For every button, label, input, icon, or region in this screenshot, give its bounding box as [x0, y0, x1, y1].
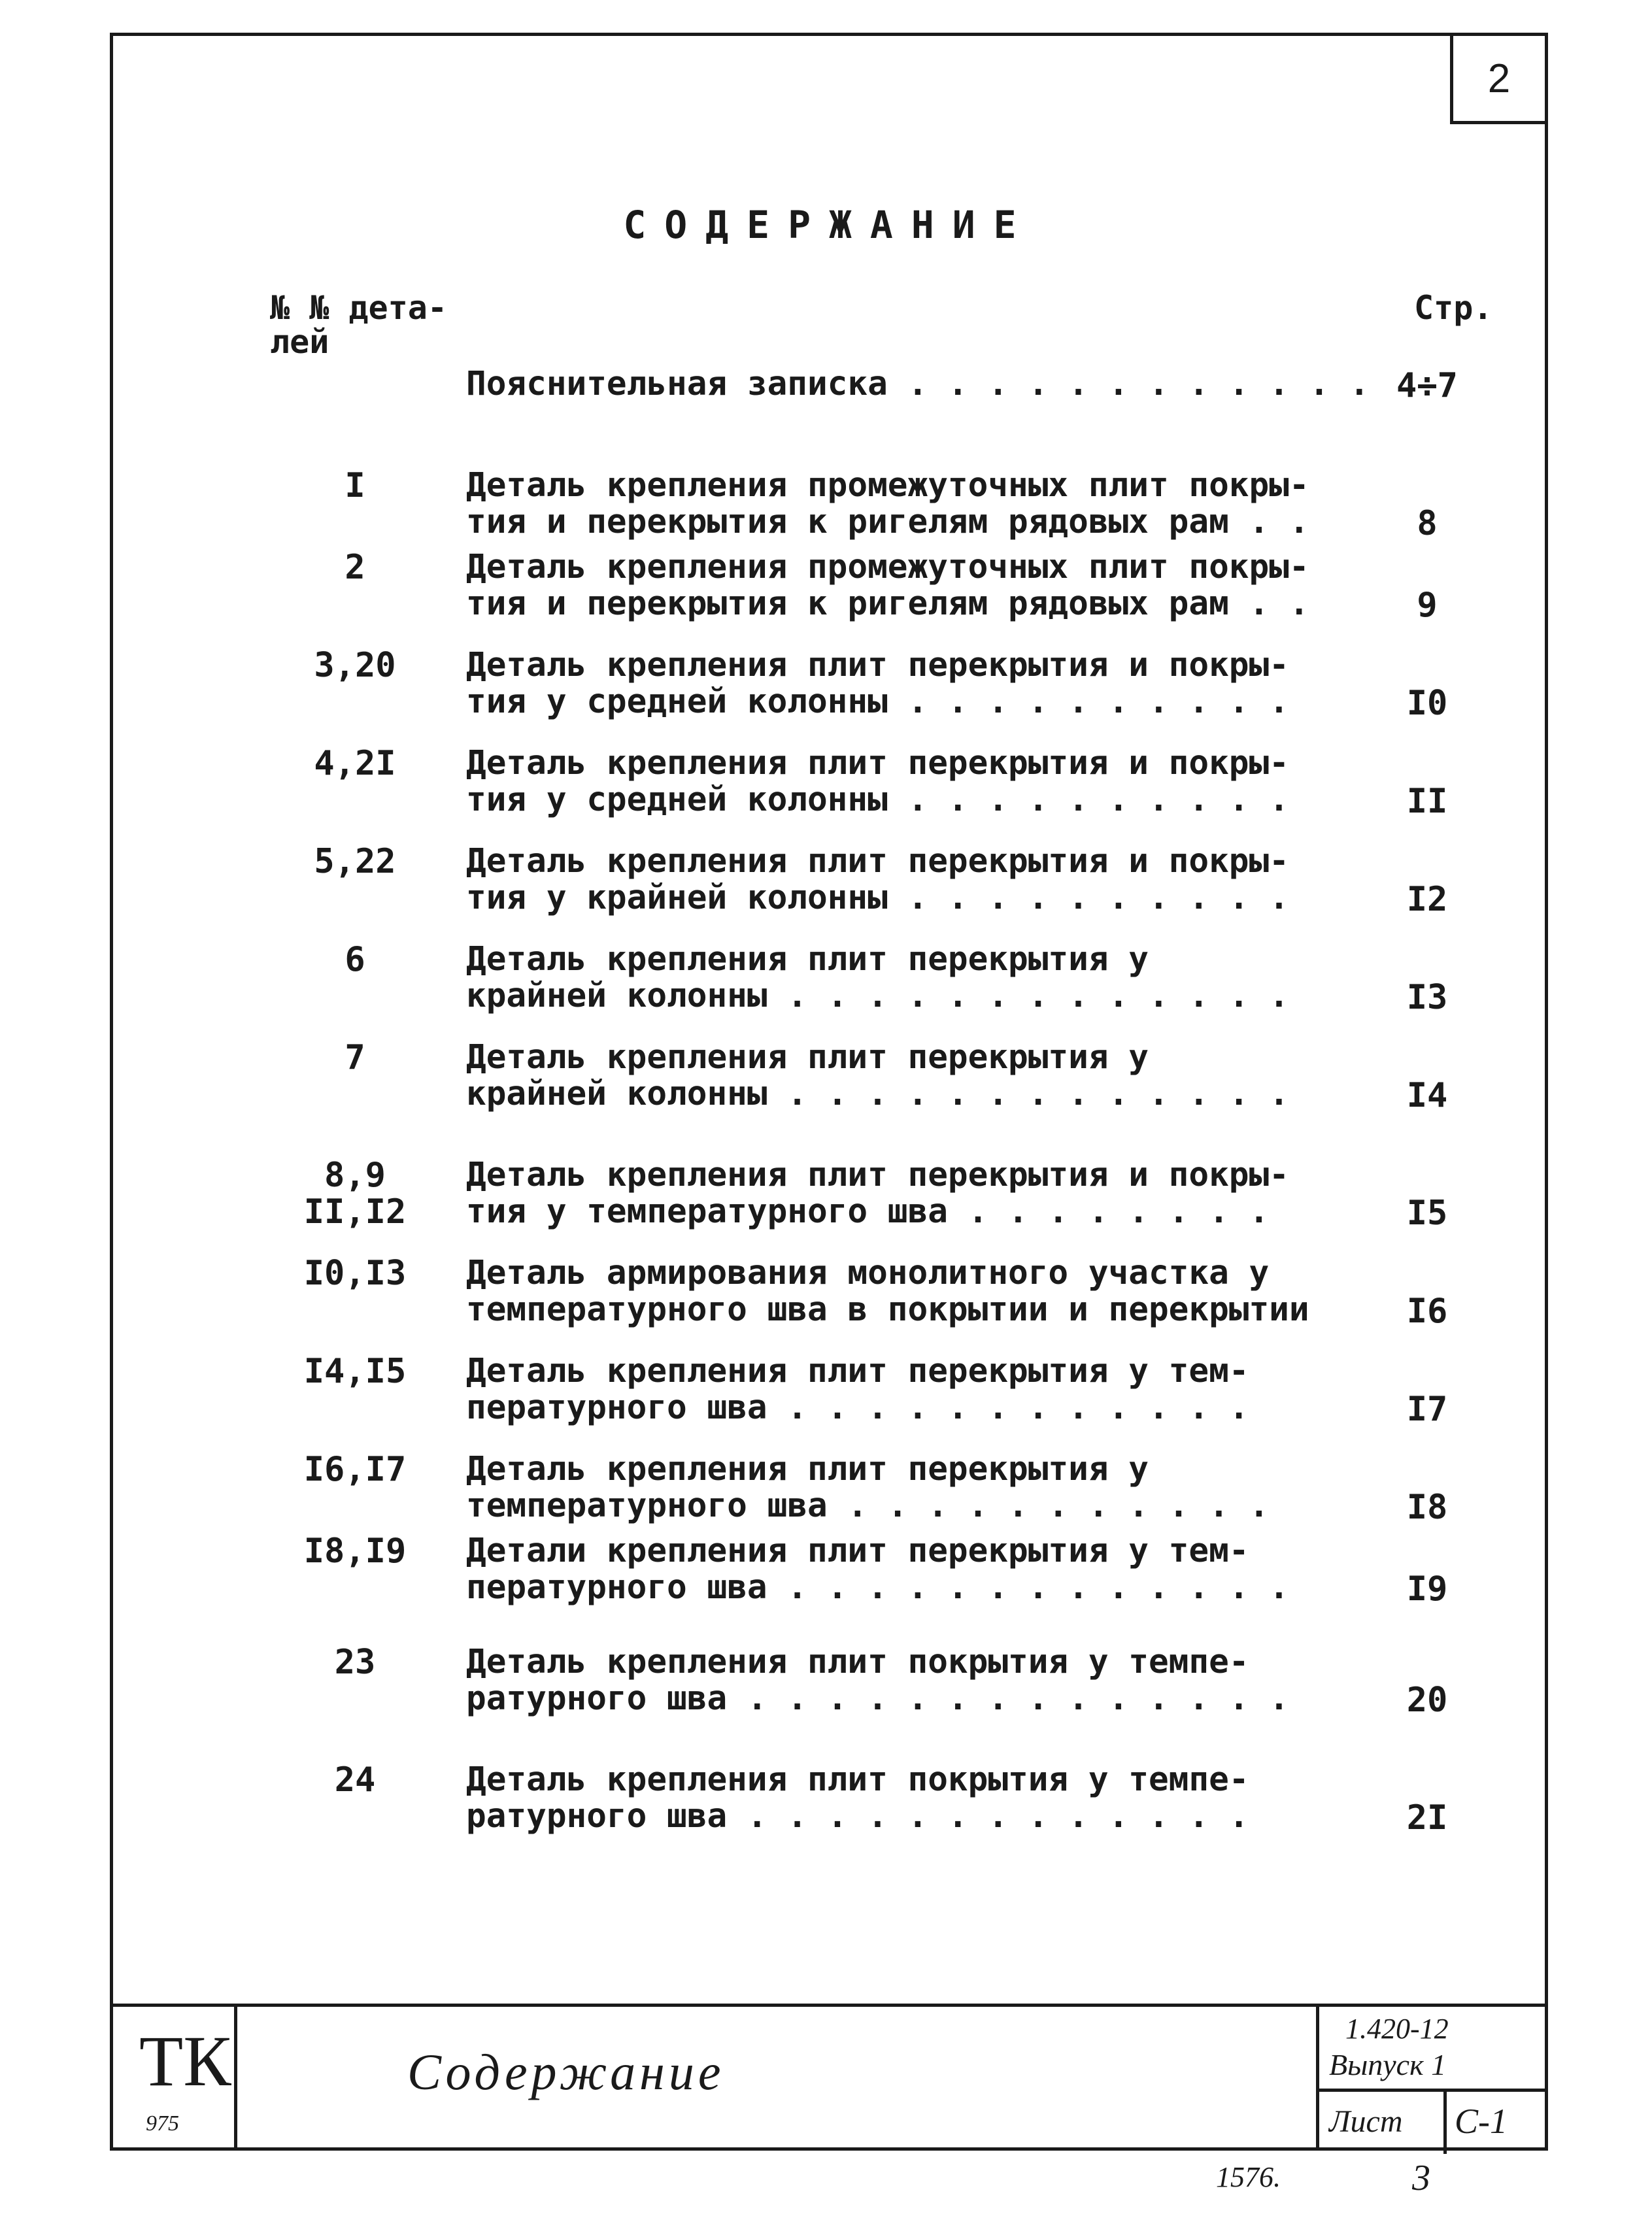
stamp-info [1316, 2007, 1545, 2151]
entry-description: Деталь армирования монолитного участка у температурного шва в покрытии и перекрытии [466, 1254, 1309, 1329]
entry-description: Деталь крепления плит перекрытия у температурного шва . . . . . . . . . . . [466, 1450, 1270, 1525]
entry-number-line: I [345, 466, 365, 505]
entry-description: Деталь крепления плит перекрытия и покры- тия у температурного шва . . . . . . . . [466, 1156, 1289, 1231]
entry-page: I6 [1406, 1292, 1448, 1331]
stamp-sheet-row [1319, 2089, 1545, 2154]
entry-number-line: I6,I7 [303, 1450, 407, 1489]
entry-number-line: I0,I3 [303, 1254, 407, 1293]
entry-page: I2 [1406, 880, 1448, 919]
entry-description: Деталь крепления плит перекрытия у крайней колонны . . . . . . . . . . . . . [466, 1038, 1289, 1113]
page-frame [110, 33, 1548, 2151]
footer-note-right: 3 [1412, 2158, 1430, 2198]
entry-page: I5 [1406, 1194, 1448, 1233]
entry-detail-number [263, 549, 447, 586]
entry-description: Деталь крепления плит перекрытия у тем- пературного шва . . . . . . . . . . . . [466, 1352, 1249, 1427]
entry-page: I9 [1406, 1570, 1448, 1609]
entry-page: I0 [1406, 684, 1448, 723]
entry-page: 20 [1406, 1681, 1448, 1720]
stamp-code: 1.420-12 [1345, 2013, 1449, 2045]
entry-detail-number [263, 1255, 447, 1292]
entry-number-line: I4,I5 [303, 1352, 407, 1391]
entry-description: Деталь крепления промежуточных плит покры- тия и перекрытия к ригелям рядовых рам . . [466, 548, 1309, 623]
stamp-inventory: 975 [146, 2111, 179, 2136]
entry-description: Деталь крепления плит перекрытия у крайней колонны . . . . . . . . . . . . . [466, 940, 1289, 1015]
entry-description: Деталь крепления плит покрытия у темпе- ратурного шва . . . . . . . . . . . . . [466, 1760, 1249, 1836]
entry-detail-number [263, 745, 447, 782]
stamp-logo-mark: ТК [139, 2021, 231, 2101]
entry-page: 9 [1417, 586, 1438, 625]
entry-detail-number [263, 1039, 447, 1076]
entry-number-line: 24 [334, 1760, 376, 1800]
entry-number-line: 5,22 [314, 842, 396, 881]
entry-detail-number [263, 843, 447, 880]
entry-description: Деталь крепления плит перекрытия и покры- тия у крайней колонны . . . . . . . . . . [466, 842, 1289, 917]
entry-detail-number [263, 467, 447, 504]
entry-number-line: I8,I9 [303, 1532, 407, 1571]
entry-number-line: 6 [345, 940, 365, 979]
entry-page: I8 [1406, 1488, 1448, 1527]
entry-description: Деталь крепления плит перекрытия и покры- тия у средней колонны . . . . . . . . . . [466, 646, 1289, 721]
entry-detail-number [263, 1762, 447, 1798]
entry-detail-number [263, 941, 447, 978]
header-page: Стр. [1414, 289, 1493, 327]
entry-page: 4÷7 [1396, 366, 1458, 405]
entry-number-line: 3,20 [314, 646, 396, 685]
entry-description: Пояснительная записка . . . . . . . . . . . . [466, 365, 1370, 403]
entry-detail-number [263, 1353, 447, 1390]
entry-number-line: 2 [345, 548, 365, 587]
entry-number-line: 23 [334, 1643, 376, 1682]
entry-detail-number [263, 1451, 447, 1488]
title-block [113, 2004, 1545, 2151]
stamp-title: Содержание [407, 2043, 725, 2100]
entry-detail-number [263, 1644, 447, 1681]
entry-description: Деталь крепления плит покрытия у темпе- ратурного шва . . . . . . . . . . . . . . [466, 1643, 1289, 1718]
footer-note-left: 1576. [1216, 2161, 1281, 2193]
entry-detail-number [263, 1157, 447, 1230]
entry-page: I7 [1406, 1390, 1448, 1429]
header-detail-number: № № дета- лей [270, 289, 447, 361]
entry-number-line: 4,2I [314, 744, 396, 783]
page-title: СОДЕРЖАНИЕ [623, 203, 1035, 247]
entry-number-line-2: II,I2 [303, 1192, 407, 1232]
entry-page: 2I [1406, 1798, 1448, 1838]
entry-page: 8 [1417, 504, 1438, 543]
entry-page: I4 [1406, 1076, 1448, 1115]
entry-page: II [1406, 782, 1448, 821]
entry-description: Детали крепления плит перекрытия у тем- пературного шва . . . . . . . . . . . . . [466, 1532, 1289, 1607]
entry-number-line: 7 [345, 1038, 365, 1077]
stamp-logo [113, 2007, 237, 2151]
entry-description: Деталь крепления промежуточных плит покры- тия и перекрытия к ригелям рядовых рам . . [466, 466, 1309, 541]
entry-detail-number [263, 1533, 447, 1570]
entry-description: Деталь крепления плит перекрытия и покры- тия у средней колонны . . . . . . . . . . [466, 744, 1289, 819]
stamp-sheet-value: С-1 [1443, 2092, 1508, 2154]
entry-page: I3 [1406, 978, 1448, 1017]
stamp-sheet-label: Лист [1329, 2104, 1403, 2139]
entry-number-line: 8,9 [324, 1156, 386, 1195]
entry-detail-number [263, 647, 447, 684]
page-number: 2 [1450, 36, 1545, 124]
stamp-issue: Выпуск 1 [1329, 2048, 1447, 2081]
